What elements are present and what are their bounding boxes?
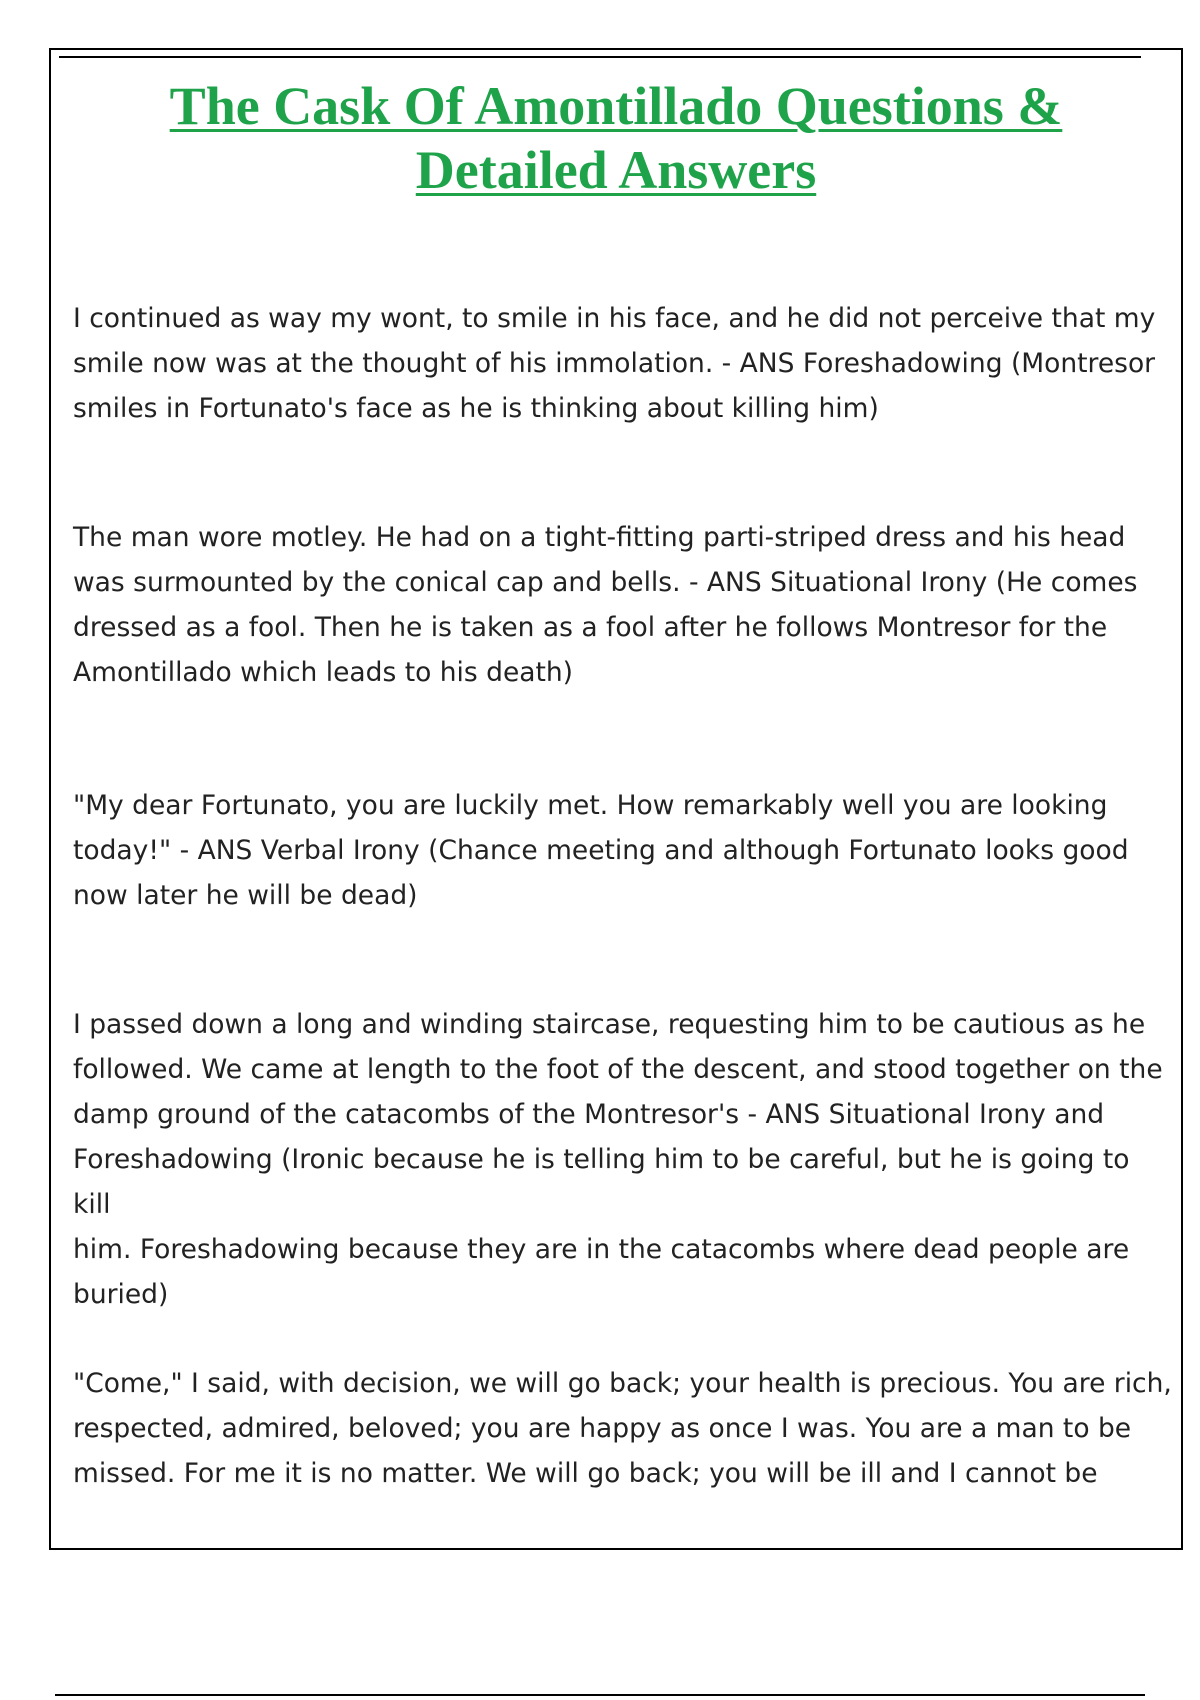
qa-entry-luckily-met: "My dear Fortunato, you are luckily met. How remarkably well you are looking today!" - ANS Verbal Irony (Chance meeting and although Fortunato looks good now later he will be dead) xyxy=(73,790,1129,911)
qa-entry-staircase: I passed down a long and winding staircase, requesting him to be cautious as he followed. We came at length to the foot of the descent, and stood together on the damp ground of the catacombs of the Montresor's - ANS Situational Irony and Foreshadowing (Ironic because he is telling him to be careful, but he is going to kill him. Foreshadowing because they are in the catacombs where dead people are buried) xyxy=(73,1009,1163,1310)
page-frame xyxy=(49,48,1183,1550)
bottom-rule xyxy=(55,1694,1145,1696)
qa-entry-go-back: "Come," I said, with decision, we will go back; your health is precious. You are rich, respected, admired, beloved; you are happy as once I was. You are a man to be missed. For me it is no matter. We will go back; you will be ill and I cannot be xyxy=(73,1368,1172,1489)
document-title: The Cask Of Amontillado Questions & Detailed Answers xyxy=(169,76,1063,200)
top-rule xyxy=(59,56,1141,58)
qa-entry-foreshadowing-smile: I continued as way my wont, to smile in his face, and he did not perceive that my smile now was at the thought of his immolation. - ANS Foreshadowing (Montresor smiles in Fortunato's face as he is thinking about killing him) xyxy=(73,303,1156,424)
qa-entry-motley: The man wore motley. He had on a tight-fitting parti-striped dress and his head was surmounted by the conical cap and bells. - ANS Situational Irony (He comes dressed as a fool. Then he is taken as a fool after he follows Montresor for the Amontillado which leads to his death) xyxy=(73,522,1138,688)
